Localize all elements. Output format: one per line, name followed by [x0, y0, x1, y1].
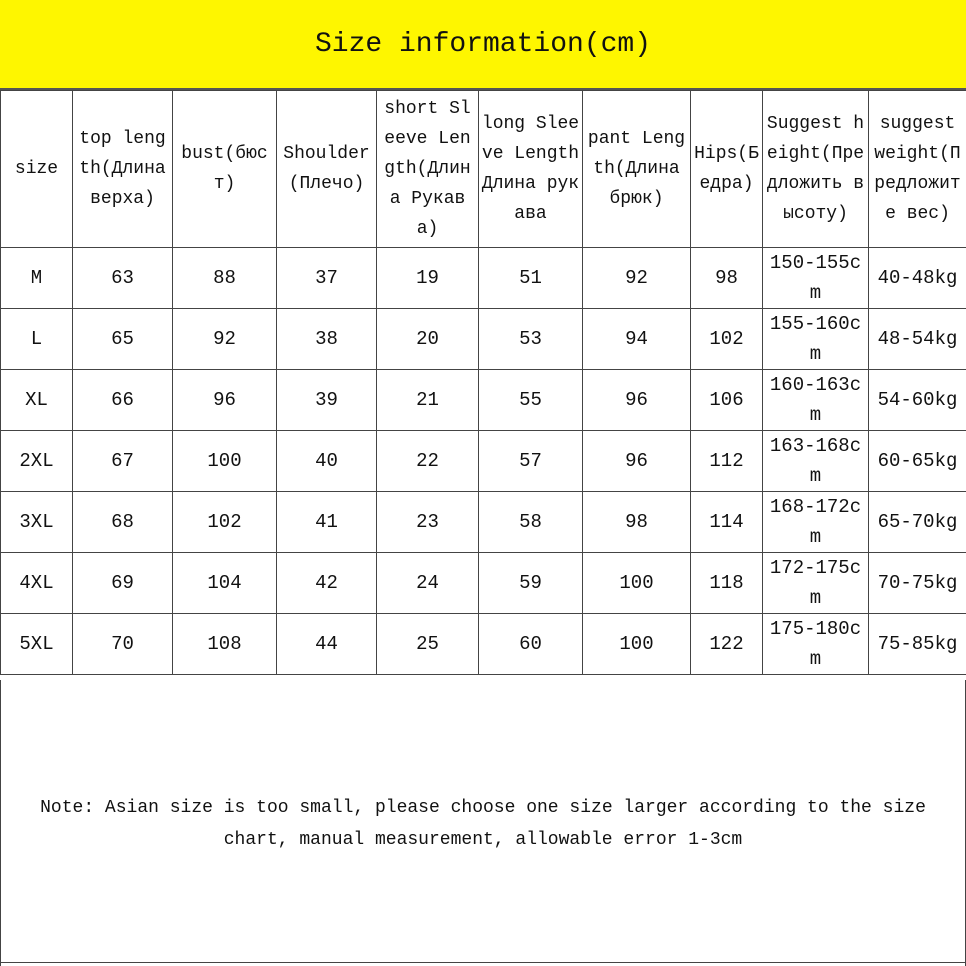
table-cell: 53	[479, 309, 583, 370]
table-row	[1, 309, 966, 370]
size-note: Note: Asian size is too small, please choose one size larger according to the size chart, manual measurement, allowable error 1-3cm	[40, 798, 926, 850]
column-header: Suggest height(Предложить высоту)	[763, 91, 869, 248]
table-cell: 38	[277, 309, 377, 370]
table-cell: 66	[73, 370, 173, 431]
table-cell: 100	[583, 553, 691, 614]
table-cell: 44	[277, 614, 377, 675]
size-cell: XL	[1, 370, 73, 431]
table-cell: 102	[691, 309, 763, 370]
table-cell: 70	[73, 614, 173, 675]
column-header: short Sleeve Length(Длина Рукава)	[377, 91, 479, 248]
header-row	[1, 91, 966, 248]
column-header: Shoulder(Плечо)	[277, 91, 377, 248]
table-cell: 175-180cm	[763, 614, 869, 675]
table-cell: 55	[479, 370, 583, 431]
table-cell: 122	[691, 614, 763, 675]
table-cell: 94	[583, 309, 691, 370]
table-cell: 51	[479, 248, 583, 309]
table-cell: 75-85kg	[869, 614, 966, 675]
table-cell: 108	[173, 614, 277, 675]
table-cell: 155-160cm	[763, 309, 869, 370]
column-header: suggest weight(Предложите вес)	[869, 91, 966, 248]
table-row	[1, 370, 966, 431]
table-cell: 100	[583, 614, 691, 675]
table-cell: 48-54kg	[869, 309, 966, 370]
table-cell: 40-48kg	[869, 248, 966, 309]
table-cell: 114	[691, 492, 763, 553]
size-cell: 3XL	[1, 492, 73, 553]
table-cell: 150-155cm	[763, 248, 869, 309]
table-cell: 39	[277, 370, 377, 431]
table-cell: 96	[583, 370, 691, 431]
table-cell: 60-65kg	[869, 431, 966, 492]
column-header: long Sleeve LengthДлина рукава	[479, 91, 583, 248]
table-cell: 59	[479, 553, 583, 614]
table-cell: 23	[377, 492, 479, 553]
table-cell: 172-175cm	[763, 553, 869, 614]
size-table	[0, 90, 966, 675]
table-row	[1, 431, 966, 492]
table-row	[1, 553, 966, 614]
table-row	[1, 614, 966, 675]
table-cell: 19	[377, 248, 479, 309]
table-cell: 42	[277, 553, 377, 614]
table-cell: 67	[73, 431, 173, 492]
table-row	[1, 492, 966, 553]
table-cell: 65-70kg	[869, 492, 966, 553]
table-cell: 112	[691, 431, 763, 492]
table-cell: 69	[73, 553, 173, 614]
table-cell: 163-168cm	[763, 431, 869, 492]
table-cell: 24	[377, 553, 479, 614]
table-cell: 96	[583, 431, 691, 492]
table-cell: 106	[691, 370, 763, 431]
table-cell: 70-75kg	[869, 553, 966, 614]
table-cell: 98	[691, 248, 763, 309]
table-cell: 92	[583, 248, 691, 309]
table-cell: 100	[173, 431, 277, 492]
table-cell: 58	[479, 492, 583, 553]
column-header: top length(Длина верха)	[73, 91, 173, 248]
table-cell: 92	[173, 309, 277, 370]
table-cell: 68	[73, 492, 173, 553]
table-cell: 96	[173, 370, 277, 431]
bottom-divider	[0, 962, 966, 963]
table-cell: 21	[377, 370, 479, 431]
table-cell: 41	[277, 492, 377, 553]
table-cell: 40	[277, 431, 377, 492]
table-cell: 22	[377, 431, 479, 492]
table-cell: 160-163cm	[763, 370, 869, 431]
page-title: Size information(cm)	[0, 0, 966, 90]
size-cell: 4XL	[1, 553, 73, 614]
table-cell: 37	[277, 248, 377, 309]
table-cell: 104	[173, 553, 277, 614]
column-header: Hips(Бедра)	[691, 91, 763, 248]
table-cell: 63	[73, 248, 173, 309]
table-cell: 168-172cm	[763, 492, 869, 553]
table-cell: 65	[73, 309, 173, 370]
table-cell: 102	[173, 492, 277, 553]
size-cell: L	[1, 309, 73, 370]
table-cell: 57	[479, 431, 583, 492]
table-row	[1, 248, 966, 309]
size-cell: M	[1, 248, 73, 309]
column-header: size	[1, 91, 73, 248]
table-cell: 20	[377, 309, 479, 370]
table-cell: 98	[583, 492, 691, 553]
table-cell: 118	[691, 553, 763, 614]
column-header: bust(бюст)	[173, 91, 277, 248]
table-cell: 25	[377, 614, 479, 675]
size-cell: 5XL	[1, 614, 73, 675]
table-cell: 54-60kg	[869, 370, 966, 431]
table-cell: 88	[173, 248, 277, 309]
size-cell: 2XL	[1, 431, 73, 492]
column-header: pant Length(Длина брюк)	[583, 91, 691, 248]
table-cell: 60	[479, 614, 583, 675]
